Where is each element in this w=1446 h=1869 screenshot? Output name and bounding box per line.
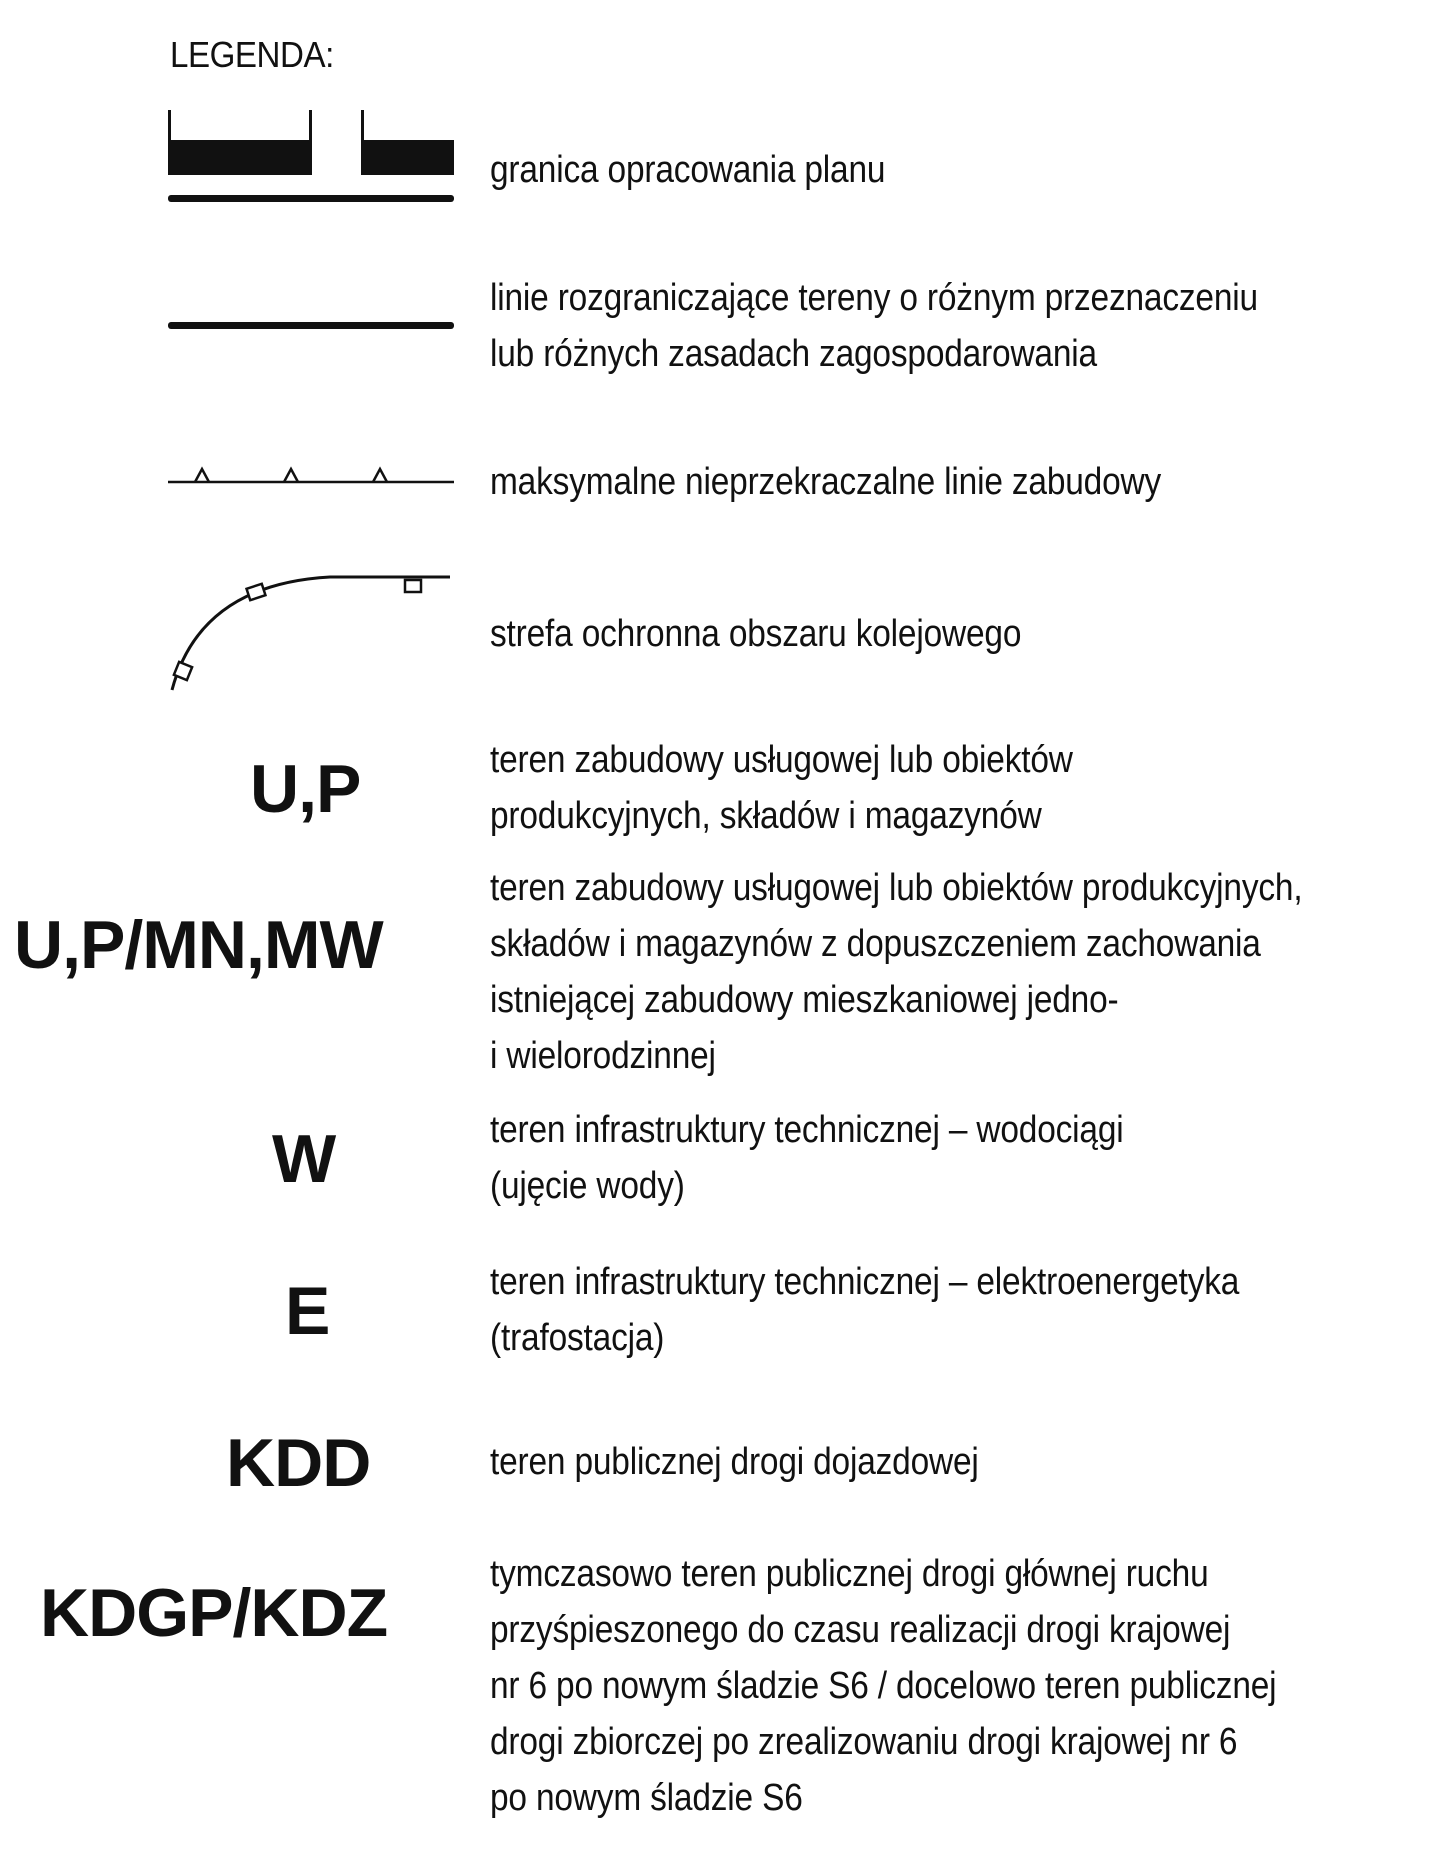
legend-desc-kdgp-kdz: tymczasowo teren publicznej drogi głównej ruchu przyśpieszonego do czasu realizacji drogi krajowej nr 6 po nowym śladzie S6 / docelowo teren publicznej drogi zbiorczej po zrealizowaniu drogi krajowej nr 6 po nowym śladzie S6 <box>490 1553 1277 1819</box>
code-u-p: U,P <box>250 751 361 827</box>
legend-desc-railway-zone: strefa ochronna obszaru kolejowego <box>490 613 1022 655</box>
code-e: E <box>285 1273 330 1349</box>
legend-desc-u-p-mn-mw: teren zabudowy usługowej lub obiektów produkcyjnych, składów i magazynów z dopuszczeniem zachowania istniejącej zabudowy mieszkaniowej jedno- i wielorodzinnej <box>490 867 1303 1077</box>
plan-boundary-symbol <box>168 110 454 205</box>
legend-desc-plan-boundary: granica opracowania planu <box>490 149 886 191</box>
legend-desc-e: teren infrastruktury technicznej – elektroenergetyka (trafostacja) <box>490 1261 1240 1359</box>
legend-heading: LEGENDA: <box>170 34 334 75</box>
code-w: W <box>272 1121 336 1197</box>
code-kdd: KDD <box>226 1425 371 1501</box>
demarcation-line-symbol <box>168 320 454 332</box>
legend-desc-demarcation: linie rozgraniczające tereny o różnym przeznaczeniu lub różnych zasadach zagospodarowania <box>490 277 1258 375</box>
legend-desc-w: teren infrastruktury technicznej – wodociągi (ujęcie wody) <box>490 1109 1124 1207</box>
railway-zone-symbol <box>160 572 460 702</box>
code-u-p-mn-mw: U,P/MN,MW <box>14 907 383 983</box>
legend-desc-u-p: teren zabudowy usługowej lub obiektów produkcyjnych, składów i magazynów <box>490 739 1073 837</box>
legend-desc-building-line: maksymalne nieprzekraczalne linie zabudowy <box>490 461 1162 503</box>
code-kdgp-kdz: KDGP/KDZ <box>40 1575 388 1651</box>
legend-desc-kdd: teren publicznej drogi dojazdowej <box>490 1441 979 1483</box>
building-line-symbol <box>168 462 454 486</box>
